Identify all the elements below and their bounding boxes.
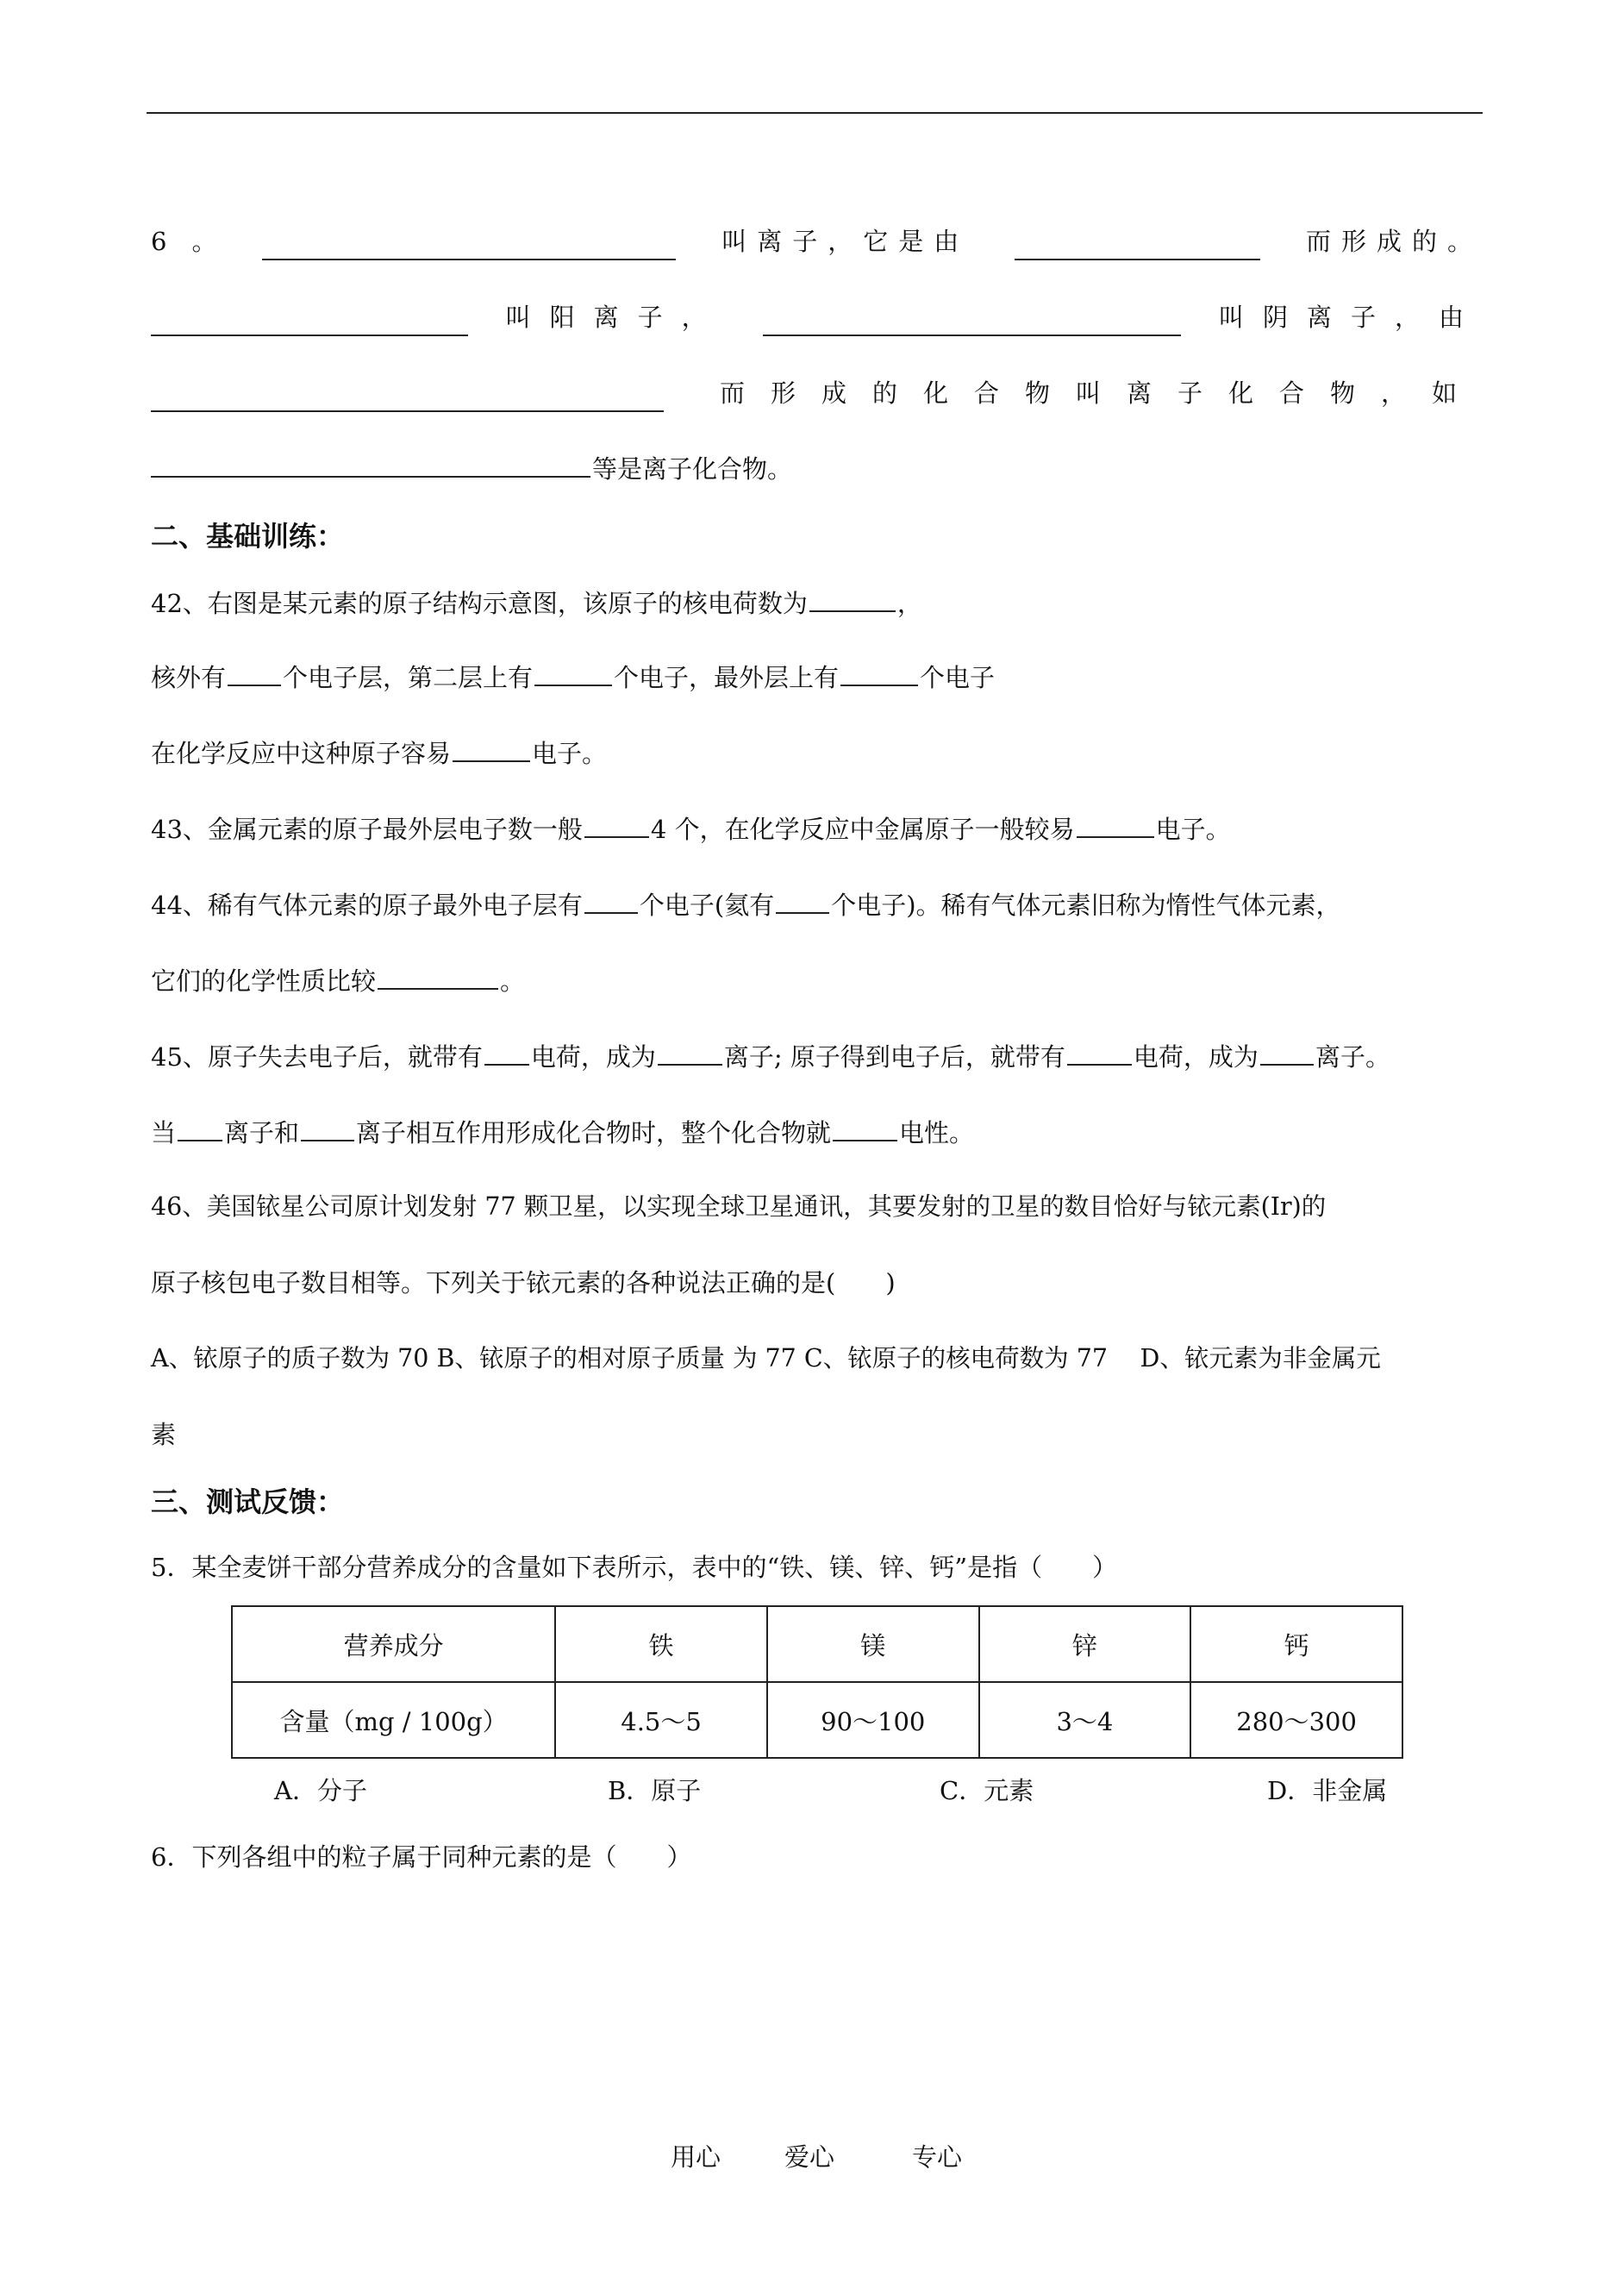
part6-text: 叫阳离子， bbox=[505, 303, 726, 332]
text: 个电子 bbox=[920, 663, 996, 692]
blank bbox=[584, 888, 638, 914]
nutrition-table bbox=[231, 1605, 1403, 1759]
table-row bbox=[232, 1682, 1402, 1758]
blank bbox=[833, 1116, 897, 1141]
text: 个电子(氦有 bbox=[639, 891, 775, 920]
text: 电荷，成为 bbox=[1133, 1042, 1259, 1072]
blank bbox=[1260, 1040, 1314, 1066]
option-d: D．非金属 bbox=[1267, 1776, 1388, 1805]
question-42-line-1 bbox=[151, 585, 922, 622]
blank bbox=[1077, 812, 1154, 838]
blank bbox=[1015, 233, 1260, 260]
blank bbox=[763, 309, 1181, 336]
text: 电子。 bbox=[1155, 815, 1231, 844]
question-44-line-2 bbox=[151, 962, 525, 1000]
text: 电性。 bbox=[899, 1118, 975, 1148]
question-44-line-1 bbox=[151, 886, 1341, 924]
blank bbox=[151, 452, 590, 478]
question-6-stem: 6．下列各组中的粒子属于同种元素的是（ ） bbox=[151, 1842, 692, 1872]
blank bbox=[453, 736, 530, 762]
text: 42、右图是某元素的原子结构示意图，该原子的核电荷数为 bbox=[151, 589, 808, 618]
table-cell: 镁 bbox=[767, 1606, 979, 1682]
text: 44、稀有气体元素的原子最外电子层有 bbox=[151, 891, 583, 920]
blank bbox=[1067, 1040, 1132, 1066]
table-cell: 280～300 bbox=[1190, 1682, 1402, 1758]
blank bbox=[178, 1116, 222, 1141]
table-cell: 含量（mg / 100g） bbox=[232, 1682, 555, 1758]
text: ， bbox=[896, 589, 922, 618]
question-42-line-2 bbox=[151, 659, 995, 697]
blank bbox=[584, 812, 649, 838]
option-c: C．元素 bbox=[940, 1776, 1034, 1805]
part6-text: 而形成的。 bbox=[1305, 227, 1483, 256]
blank bbox=[840, 660, 918, 686]
text: 离子和 bbox=[224, 1118, 300, 1148]
text: 个电子层，第二层上有 bbox=[283, 663, 534, 692]
table-cell: 4.5～5 bbox=[555, 1682, 767, 1758]
question-46-line-2: 原子核包电子数目相等。下列关于铱元素的各种说法正确的是( ) bbox=[151, 1268, 896, 1298]
text: 个电子)。稀有气体元素旧称为惰性气体元素， bbox=[831, 891, 1341, 920]
part6-line-4 bbox=[151, 450, 1483, 488]
question-45-line-1 bbox=[151, 1038, 1390, 1076]
part6-text: 叫阴离子，由 bbox=[1218, 303, 1483, 332]
blank bbox=[534, 660, 612, 686]
question-46-line-3: A、铱原子的质子数为 70 B、铱原子的相对原子质量 为 77 C、铱原子的核电荷数为 77 D、铱元素为非金属元 bbox=[151, 1344, 1381, 1373]
table-row bbox=[232, 1606, 1402, 1682]
text: 离子。 bbox=[1315, 1042, 1390, 1072]
text: 个电子，最外层上有 bbox=[614, 663, 840, 692]
part6-line-2 bbox=[151, 298, 1483, 336]
text: 核外有 bbox=[151, 663, 227, 692]
section-heading-2: 二、基础训练： bbox=[151, 520, 345, 553]
text: 在化学反应中这种原子容易 bbox=[151, 739, 452, 768]
footer-text: 爱心 bbox=[784, 2142, 835, 2172]
option-a: A．分子 bbox=[274, 1776, 367, 1805]
blank bbox=[809, 586, 896, 612]
part6-text: 而形成的化合物叫离子化合物，如 bbox=[719, 378, 1483, 408]
table-cell: 90～100 bbox=[767, 1682, 979, 1758]
part6-text: 叫离子，它是由 bbox=[721, 227, 970, 256]
table-cell: 3～4 bbox=[979, 1682, 1191, 1758]
blank bbox=[151, 385, 664, 412]
section-heading-3: 三、测试反馈： bbox=[151, 1485, 345, 1518]
question-46-line-1: 46、美国铱星公司原计划发射 77 颗卫星，以实现全球卫星通讯，其要发射的卫星的数目恰好与铱元素(Ir)的 bbox=[151, 1192, 1327, 1221]
text: 离子; 原子得到电子后，就带有 bbox=[723, 1042, 1065, 1072]
table-cell: 锌 bbox=[979, 1606, 1191, 1682]
option-b: B．原子 bbox=[608, 1776, 702, 1805]
header-rule bbox=[147, 112, 1483, 114]
blank bbox=[262, 233, 676, 260]
blank bbox=[378, 964, 498, 990]
question-5-stem: 5．某全麦饼干部分营养成分的含量如下表所示，表中的“铁、镁、锌、钙”是指（ ） bbox=[151, 1553, 1118, 1582]
question-42-line-3 bbox=[151, 735, 607, 772]
text: 电子。 bbox=[532, 739, 608, 768]
blank bbox=[658, 1040, 722, 1066]
text: 它们的化学性质比较 bbox=[151, 966, 377, 996]
question-43 bbox=[151, 810, 1231, 848]
blank bbox=[776, 888, 829, 914]
footer-text: 用心 bbox=[671, 2142, 721, 2172]
table-cell: 钙 bbox=[1190, 1606, 1402, 1682]
footer-text: 专心 bbox=[912, 2142, 963, 2172]
text: 离子相互作用形成化合物时，整个化合物就 bbox=[356, 1118, 832, 1148]
text: 43、金属元素的原子最外层电子数一般 bbox=[151, 815, 583, 844]
part6-line-1 bbox=[151, 222, 1483, 260]
part6-line-3 bbox=[151, 374, 1483, 412]
text: 4 个，在化学反应中金属原子一般较易 bbox=[650, 815, 1075, 844]
blank bbox=[484, 1040, 529, 1066]
part6-number: 6 。 bbox=[151, 227, 217, 256]
blank bbox=[228, 660, 281, 686]
blank bbox=[151, 309, 468, 336]
question-45-line-2 bbox=[151, 1114, 974, 1152]
question-46-line-4: 素 bbox=[151, 1420, 177, 1449]
table-cell: 铁 bbox=[555, 1606, 767, 1682]
blank bbox=[301, 1116, 354, 1141]
text: 电荷，成为 bbox=[530, 1042, 656, 1072]
text: 45、原子失去电子后，就带有 bbox=[151, 1042, 483, 1072]
table-cell: 营养成分 bbox=[232, 1606, 555, 1682]
text: 当 bbox=[151, 1118, 177, 1148]
text: 。 bbox=[500, 966, 526, 996]
part6-text: 等是离子化合物。 bbox=[592, 454, 793, 484]
